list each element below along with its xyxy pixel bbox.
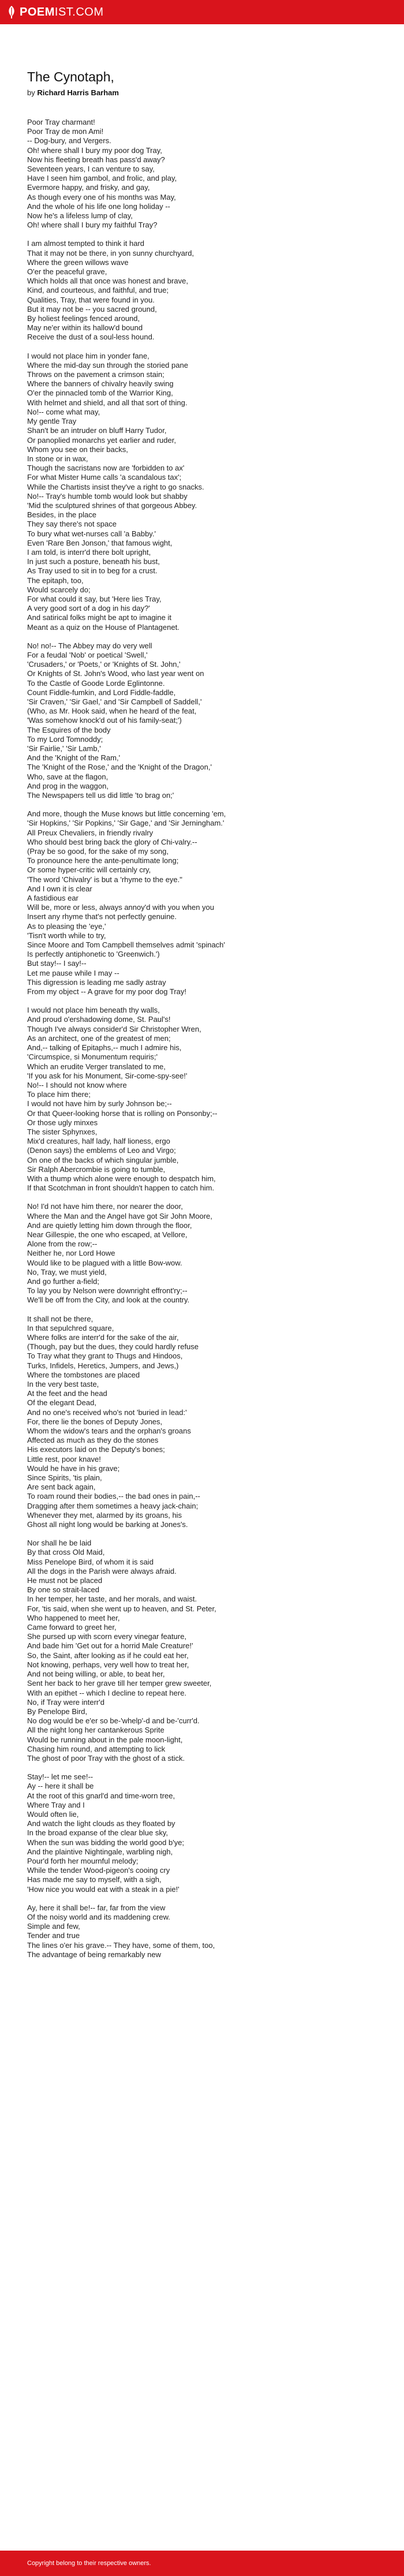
poem-line: (Denon says) the emblems of Leo and Virgo; [27, 1146, 176, 1155]
poem-line: The epitaph, too, [27, 576, 84, 585]
poem-line: Whenever they met, alarmed by its groans, his [27, 1510, 182, 1520]
poem-line: Besides, in the place [27, 510, 96, 520]
poem-line: No, if Tray were interr'd [27, 1697, 104, 1707]
poem-line: In stone or in wax, [27, 454, 88, 463]
poem-line: I am told, is interr'd there bolt upright, [27, 547, 151, 557]
poem-line: Has made me say to myself, with a sigh, [27, 1875, 162, 1884]
poem-line: May ne'er within its hallow'd bound [27, 323, 143, 333]
poem-line: I would not have him by surly Johnson be;-- [27, 1099, 172, 1108]
poem-stanza [27, 352, 379, 632]
poem-line: And the whole of his life one long holiday -- [27, 201, 170, 211]
byline [27, 88, 379, 97]
poem-line: Since Spirits, 'tis plain, [27, 1473, 102, 1483]
poem-line: Nor shall he be laid [27, 1539, 92, 1548]
poem-line: But it may not be -- you sacred ground, [27, 304, 157, 313]
poem-line: No!-- come what may, [27, 407, 100, 416]
poem-line: In that sepulchred square, [27, 1323, 114, 1332]
poem-line: For a feudal 'Nob' or poetical 'Swell,' [27, 650, 148, 659]
copyright-text: Copyright belong to their respective owners. [27, 2560, 151, 2567]
poem-line: Not knowing, perhaps, very well how to treat her, [27, 1660, 189, 1669]
poem-line: And no one's received who's not 'buried in lead:' [27, 1408, 187, 1417]
poem-line: The lines o'er his grave.-- They have, some of them, too, [27, 1940, 215, 1950]
logo-text-light: IST.COM [54, 5, 104, 18]
poem-line: All the dogs in the Parish were always afraid. [27, 1566, 177, 1576]
poem-line: Whom the widow's tears and the orphan's groans [27, 1427, 191, 1436]
poem-line: Simple and few, [27, 1922, 80, 1931]
poem-line: I am almost tempted to think it hard [27, 239, 145, 248]
poem-line: For, 'tis said, when she went up to heaven, and St. Peter, [27, 1604, 216, 1613]
poem-line: Receive the dust of a soul-less hound. [27, 333, 155, 342]
poem-line: 'Mid the sculptured shrines of that gorgeous Abbey. [27, 501, 197, 510]
poem-line: Would he have in his grave; [27, 1464, 120, 1473]
poem-line: Insert any rhyme that's not perfectly genuine. [27, 912, 177, 921]
poem-line: Came forward to greet her, [27, 1623, 117, 1632]
poem-line: Dragging after them sometimes a heavy jack-chain; [27, 1501, 199, 1510]
author-link[interactable]: Richard Harris Barham [37, 88, 119, 97]
poem-body [27, 118, 379, 1959]
poem-line: Poor Tray de mon Ami! [27, 127, 104, 136]
poem-line: Qualities, Tray, that were found in you. [27, 295, 155, 304]
poem-line: The advantage of being remarkably new [27, 1950, 161, 1959]
poem-line: Kind, and courteous, and faithful, and true; [27, 286, 169, 295]
poem-line: Where the green willows wave [27, 257, 129, 267]
poem-line: In her temper, her taste, and her morals, and waist. [27, 1595, 197, 1604]
poem-line: With an epithet -- which I decline to repeat here. [27, 1688, 187, 1697]
poem-line: To bury what wet-nurses call 'a Babby.' [27, 529, 156, 538]
poem-line: And,-- talking of Epitaphs,-- much I admire his, [27, 1043, 182, 1052]
poem-line: Where folks are interr'd for the sake of the air, [27, 1332, 179, 1342]
poem-line: And watch the light clouds as they floated by [27, 1819, 175, 1828]
poem-line: 'The word 'Chivalry' is but a 'rhyme to the eye." [27, 875, 182, 884]
poem-line: In just such a posture, beneath his bust, [27, 557, 160, 566]
poem-line: Now his fleeting breath has pass'd away? [27, 155, 165, 164]
poem-line: And the plaintive Nightingale, warbling nigh, [27, 1847, 173, 1856]
site-header [0, 0, 404, 24]
poem-line: Where the mid-day sun through the storied pane [27, 360, 188, 369]
poem-line: Or panoplied monarchs yet earlier and ruder, [27, 435, 176, 445]
poem-line: To Tray what they grant to Thugs and Hindoos, [27, 1352, 183, 1361]
poem-line: He must not be placed [27, 1576, 103, 1585]
poem-line: Mix'd creatures, half lady, half lioness, ergo [27, 1137, 170, 1146]
poem-line: And proud o'ershadowing dome, St. Paul's! [27, 1015, 171, 1024]
poem-line: Which holds all that once was honest and brave, [27, 277, 188, 286]
poem-line: And more, though the Muse knows but little concerning 'em, [27, 809, 226, 819]
poem-line: Or some hyper-critic will certainly cry, [27, 865, 151, 875]
poem-line: The 'Knight of the Rose,' and the 'Knight of the Dragon,' [27, 763, 212, 772]
poem-line: In the broad expanse of the clear blue sky, [27, 1828, 169, 1838]
poem-line: Ay, here it shall be!-- far, far from the view [27, 1903, 166, 1912]
poem-stanza [27, 1315, 379, 1530]
poem-line: No! no!-- The Abbey may do very well [27, 641, 152, 650]
poem-line: Stay!-- let me see!-- [27, 1772, 93, 1782]
poem-line: On one of the backs of which singular jumble, [27, 1155, 179, 1164]
poem-stanza [27, 1202, 379, 1305]
poem-line: Alone from the row;-- [27, 1240, 98, 1249]
poem-line: Ghost all night long would be barking at Jones's. [27, 1520, 188, 1529]
poem-line: No!-- I should not know where [27, 1080, 127, 1089]
quill-icon [7, 6, 16, 18]
poem-line: While the tender Wood-pigeon's cooing cry [27, 1866, 170, 1875]
site-footer [0, 2551, 404, 2576]
poem-line: As Tray used to sit in to beg for a crust. [27, 566, 158, 576]
poem-line: (Pray be so good, for the sake of my song, [27, 847, 169, 856]
poem-line: Tender and true [27, 1931, 80, 1940]
poem-line: Since Moore and Tom Campbell themselves admit 'spinach' [27, 940, 225, 950]
poem-line: Where the tombstones are placed [27, 1370, 140, 1379]
poem-line: At the root of this gnarl'd and time-worn tree, [27, 1791, 175, 1800]
poem-line: This digression is leading me sadly astray [27, 977, 166, 987]
poem-line: I would not place him in yonder fane, [27, 351, 149, 360]
poem-line: The sister Sphynxes, [27, 1127, 98, 1136]
poem-line: 'Crusaders,' or 'Poets,' or 'Knights of St. John,' [27, 660, 181, 669]
poem-line: Count Fiddle-fumkin, and Lord Fiddle-faddle, [27, 688, 176, 697]
poem-line: -- Dog-bury, and Vergers. [27, 136, 111, 145]
poem-line: Turks, Infidels, Heretics, Jumpers, and Jews,) [27, 1361, 179, 1370]
poem-line: Throws on the pavement a crimson stain; [27, 370, 164, 379]
poem-line: Even 'Rare Ben Jonson,' that famous wight, [27, 538, 173, 547]
poem-line: To roam round their bodies,-- the bad ones in pain,-- [27, 1492, 200, 1501]
poem-line: No, Tray, we must yield, [27, 1267, 107, 1276]
poem-line: For what could it say, but 'Here lies Tray, [27, 594, 162, 603]
poem-line: By holiest feelings fenced around, [27, 314, 140, 323]
poem-line: No!-- Tray's humble tomb would look but shabby [27, 491, 188, 501]
poem-line: My gentle Tray [27, 417, 77, 426]
poem-line: Are sent back again, [27, 1483, 96, 1492]
poem-line: Sir Ralph Abercrombie is going to tumble, [27, 1164, 166, 1174]
poem-line: They say there's not space [27, 520, 117, 529]
poem-line: (Who, as Mr. Hook said, when he heard of the feat, [27, 707, 197, 716]
poem-line: To lay you by Nelson were downright effront'ry;-- [27, 1286, 188, 1296]
poem-stanza [27, 1772, 379, 1894]
poem-line: And I own it is clear [27, 884, 92, 893]
site-logo[interactable] [7, 6, 104, 19]
poem-line: When the sun was bidding the world good b'ye; [27, 1838, 185, 1847]
poem-line: Would scarcely do; [27, 585, 91, 594]
poem-line: Affected as much as they do the stones [27, 1436, 159, 1445]
poem-line: It shall not be there, [27, 1314, 93, 1323]
poem-line: By Penelope Bird, [27, 1707, 88, 1716]
poem-line: Or those ugly minxes [27, 1118, 98, 1127]
poem-line: As an architect, one of the greatest of men; [27, 1033, 171, 1043]
poem-line: So, the Saint, after looking as if he could eat her, [27, 1651, 189, 1660]
byline-prefix: by [27, 88, 35, 97]
poem-line: 'Sir Fairlie,' 'Sir Lamb,' [27, 744, 101, 753]
poem-line: And bade him 'Get out for a horrid Male Creature!' [27, 1641, 193, 1651]
poem-line: Who, save at the flagon, [27, 772, 109, 781]
poem-line: Or that Queer-looking horse that is rolling on Ponsonby;-- [27, 1108, 218, 1118]
poem-line: She pursed up with scorn every vinegar feature, [27, 1632, 187, 1641]
poem-line: Though the sacristans now are 'forbidden to ax' [27, 464, 185, 473]
poem-line: From my object -- A grave for my poor dog Tray! [27, 987, 186, 996]
poem-line: 'Tisn't worth while to try, [27, 931, 106, 940]
poem-line: To the Castle of Goode Lorde Eglintonne. [27, 678, 165, 688]
poem-line: Of the elegant Dead, [27, 1398, 96, 1408]
poem-line: At the feet and the head [27, 1389, 107, 1398]
poem-line: No dog would be e'er so be-'whelp'-d and be-'curr'd. [27, 1716, 200, 1726]
poem-line: Pour'd forth her mournful melody; [27, 1856, 139, 1865]
poem-line: Near Gillespie, the one who escaped, at Vellore, [27, 1230, 188, 1239]
poem-line: 'Sir Hopkins,' 'Sir Popkins,' 'Sir Gage,' and 'Sir Jerningham.' [27, 819, 225, 828]
poem-line: Meant as a quiz on the House of Plantagenet. [27, 622, 179, 632]
poem-line: In the very best taste, [27, 1380, 99, 1388]
poem-line: If that Scotchman in front shouldn't happen to catch him. [27, 1184, 215, 1193]
poem-line: While the Chartists insist they've a right to go snacks. [27, 482, 204, 491]
poem-line: No! I'd not have him there, nor nearer the door, [27, 1202, 183, 1211]
poem-line: All the night long her cantankerous Sprite [27, 1726, 164, 1735]
poem-line: All Preux Chevaliers, in friendly rivalry [27, 828, 154, 837]
poem-line: And go further a-field; [27, 1276, 100, 1286]
poem-line: Whom you see on their backs, [27, 445, 128, 454]
poem-line: And the 'Knight of the Ram,' [27, 753, 121, 763]
poem-line: With helmet and shield, and all that sort of thing. [27, 398, 188, 407]
poem-line: Have I seen him gambol, and frolic, and play, [27, 174, 177, 183]
poem-line: And are quietly letting him down through the floor, [27, 1220, 192, 1230]
poem-line: Miss Penelope Bird, of whom it is said [27, 1557, 154, 1566]
poem-content [0, 24, 379, 1959]
poem-line: Will be, more or less, always annoy'd with you when you [27, 903, 215, 912]
poem-title: The Cynotaph, [27, 69, 114, 84]
poem-stanza [27, 1006, 379, 1193]
poem-line: Where Tray and I [27, 1800, 85, 1809]
poem-line: And not being willing, or able, to beat her, [27, 1670, 165, 1679]
poem-line: Let me pause while I may -- [27, 968, 119, 977]
poem-line: Neither he, nor Lord Howe [27, 1249, 115, 1258]
poem-line: Little rest, poor knave! [27, 1454, 101, 1464]
poem-line: Would be running about in the pale moon-light, [27, 1735, 183, 1744]
poem-line: Or Knights of St. John's Wood, who last year went on [27, 669, 204, 678]
poem-line: We'll be off from the City, and look at the country. [27, 1296, 190, 1305]
poem-line: Who should best bring back the glory of Chi-valry.-- [27, 837, 197, 846]
poem-line: Ay -- here it shall be [27, 1782, 94, 1791]
poem-line: The ghost of poor Tray with the ghost of a stick. [27, 1753, 185, 1763]
poem-line: But stay!-- I say!-- [27, 959, 87, 968]
poem-line: His executors laid on the Deputy's bones; [27, 1445, 165, 1454]
poem-line: 'How nice you would eat with a steak in a pie!' [27, 1884, 179, 1894]
poem-line: O'er the pinnacled tomb of the Warrior King, [27, 389, 173, 398]
poem-line: I would not place him beneath thy walls, [27, 1006, 160, 1015]
poem-line: Sent her back to her grave till her temper grew sweeter, [27, 1679, 212, 1688]
poem-line: By one so strait-laced [27, 1585, 100, 1595]
poem-line: To pronounce here the ante-penultimate long; [27, 856, 179, 865]
poem-line: As to pleasing the 'eye,' [27, 921, 106, 931]
poem-line: With a thump which alone were enough to despatch him, [27, 1174, 216, 1183]
poem-line: 'Was somehow knock'd out of his family-seat;') [27, 716, 182, 725]
poem-line: (Though, pay but the dues, they could hardly refuse [27, 1342, 199, 1352]
poem-line: 'Sir Craven,' 'Sir Gael,' and 'Sir Campbell of Saddell,' [27, 697, 202, 706]
poem-line: Oh! where shall I bury my poor dog Tray, [27, 145, 162, 155]
poem-line: The Newspapers tell us did little 'to brag on;' [27, 791, 174, 800]
poem-line: Now he's a lifeless lump of clay, [27, 211, 133, 221]
poem-line: By that cross Old Maid, [27, 1548, 105, 1557]
poem-line: Seventeen years, I can venture to say, [27, 165, 155, 174]
poem-stanza [27, 809, 379, 996]
poem-line: A fastidious ear [27, 894, 78, 903]
poem-line: For, there lie the bones of Deputy Jones, [27, 1417, 163, 1426]
poem-line: Evermore happy, and frisky, and gay, [27, 183, 150, 192]
poem-line: To place him there; [27, 1090, 91, 1099]
poem-line: Where the Man and the Angel have got Sir John Moore, [27, 1211, 212, 1220]
poem-line: 'If you ask for his Monument, Sir-come-spy-see!' [27, 1071, 188, 1080]
poem-line: Poor Tray charmant! [27, 118, 95, 126]
poem-stanza [27, 641, 379, 800]
poem-stanza [27, 1903, 379, 1959]
poem-line: The Esquires of the body [27, 725, 111, 734]
poem-line: Of the noisy world and its maddening crew. [27, 1912, 170, 1921]
poem-stanza [27, 1539, 379, 1763]
poem-line: Chasing him round, and attempting to lick [27, 1744, 166, 1753]
poem-line: And prog in the waggon, [27, 781, 109, 790]
poem-line: Which an erudite Verger translated to me, [27, 1062, 166, 1071]
poem-line: Is perfectly antiphonetic to 'Greenwich.') [27, 950, 160, 959]
poem-line: O'er the peaceful grave, [27, 267, 107, 277]
poem-line: To my Lord Tomnoddy; [27, 734, 103, 744]
logo-text-bold: POEM [20, 5, 55, 18]
poem-line: Shan't be an intruder on bluff Harry Tudor, [27, 426, 167, 435]
poem-line: That it may not be there, in yon sunny churchyard, [27, 248, 194, 257]
poem-line: Where the banners of chivalry heavily swing [27, 379, 174, 389]
poem-line: Would often lie, [27, 1809, 79, 1819]
poem-stanza [27, 239, 379, 342]
poem-line: Who happened to meet her, [27, 1613, 120, 1622]
poem-line: A very good sort of a dog in his day?' [27, 604, 150, 613]
poem-line: For what Mister Hume calls 'a scandalous tax'; [27, 473, 182, 482]
poem-stanza [27, 118, 379, 230]
poem-line: Would like to be plagued with a little Bow-wow. [27, 1258, 182, 1267]
poem-line: Oh! where shall I bury my faithful Tray? [27, 221, 158, 230]
poem-line: As though every one of his months was May, [27, 192, 176, 201]
poem-line: Though I've always consider'd Sir Christopher Wren, [27, 1024, 201, 1033]
poem-line: And satirical folks might be apt to imagine it [27, 613, 172, 622]
poem-line: 'Circumspice, si Monumentum requiris;' [27, 1052, 158, 1062]
